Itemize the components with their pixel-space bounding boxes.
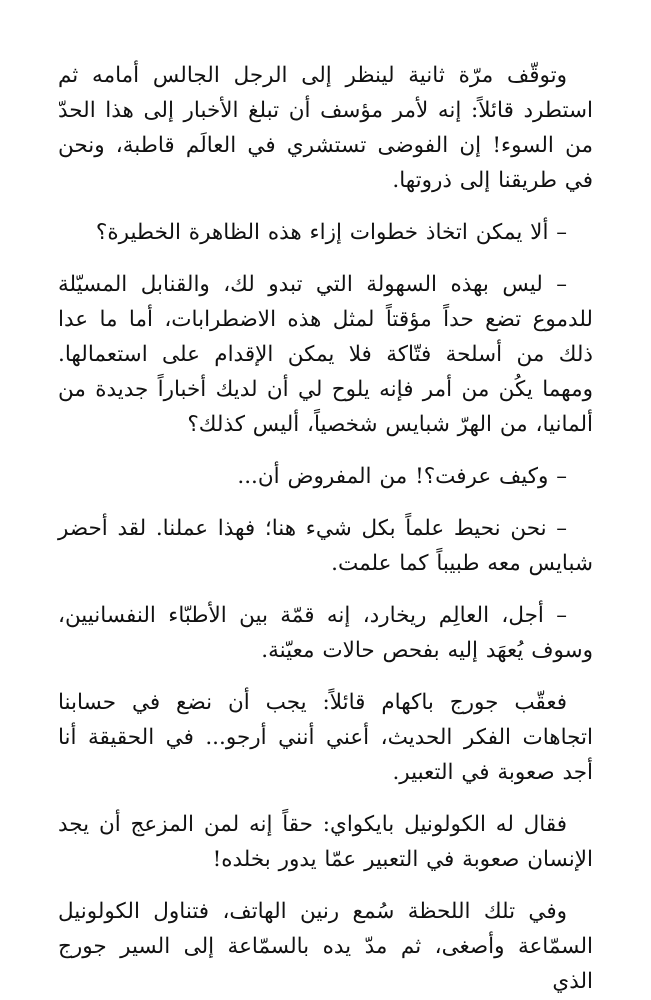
paragraph-narration-4: وفي تلك اللحظة سُمع رنين الهاتف، فتناول الكولونيل السمّاعة وأصغى، ثم مدّ يده بالسمّاعة إلى السير جورج الذي <box>58 899 593 994</box>
paragraph-dialogue-2: – ليس بهذه السهولة التي تبدو لك، والقنابل المسيّلة للدموع تضع حداً مؤقتاً لمثل هذه الاضطرابات، أما ما عدا ذلك من أسلحة فتّاكة فلا يمكن الإقدام على استعمالها. ومهما يكُن من أمر فإنه يلوح لي أن لديك أخباراً جديدة من ألمانيا، من الهرّ شبايس شخصياً، أليس كذلك؟ <box>58 272 593 437</box>
paragraph-narration-1: وتوقّف مرّة ثانية لينظر إلى الرجل الجالس أمامه ثم استطرد قائلاً: إنه لأمر مؤسف أن تبلغ الأخبار إلى هذا الحدّ من السوء! إن الفوضى تستشري في العالَم قاطبة، ونحن في طريقنا إلى ذروتها. <box>58 63 593 193</box>
paragraph-dialogue-4: – نحن نحيط علماً بكل شيء هنا؛ فهذا عملنا. لقد أحضر شبايس معه طبيباً كما علمت. <box>58 516 593 576</box>
paragraph-narration-2: فعقّب جورج باكهام قائلاً: يجب أن نضع في حسابنا اتجاهات الفكر الحديث، أعني أنني أرجو... في الحقيقة أنا أجد صعوبة في التعبير. <box>58 690 593 785</box>
paragraph-dialogue-1: – ألا يمكن اتخاذ خطوات إزاء هذه الظاهرة الخطيرة؟ <box>95 220 567 245</box>
paragraph-narration-3: فقال له الكولونيل بايكواي: حقاً إنه لمن المزعج أن يجد الإنسان صعوبة في التعبير عمّا يدور بخلده! <box>58 812 593 872</box>
paragraph-dialogue-3: – وكيف عرفت؟! من المفروض أن... <box>237 464 567 489</box>
paragraph-dialogue-5: – أجل، العالِم ريخارد، إنه قمّة بين الأطبّاء النفسانيين، وسوف يُعهَد إليه بفحص حالات معيّنة. <box>58 603 593 663</box>
